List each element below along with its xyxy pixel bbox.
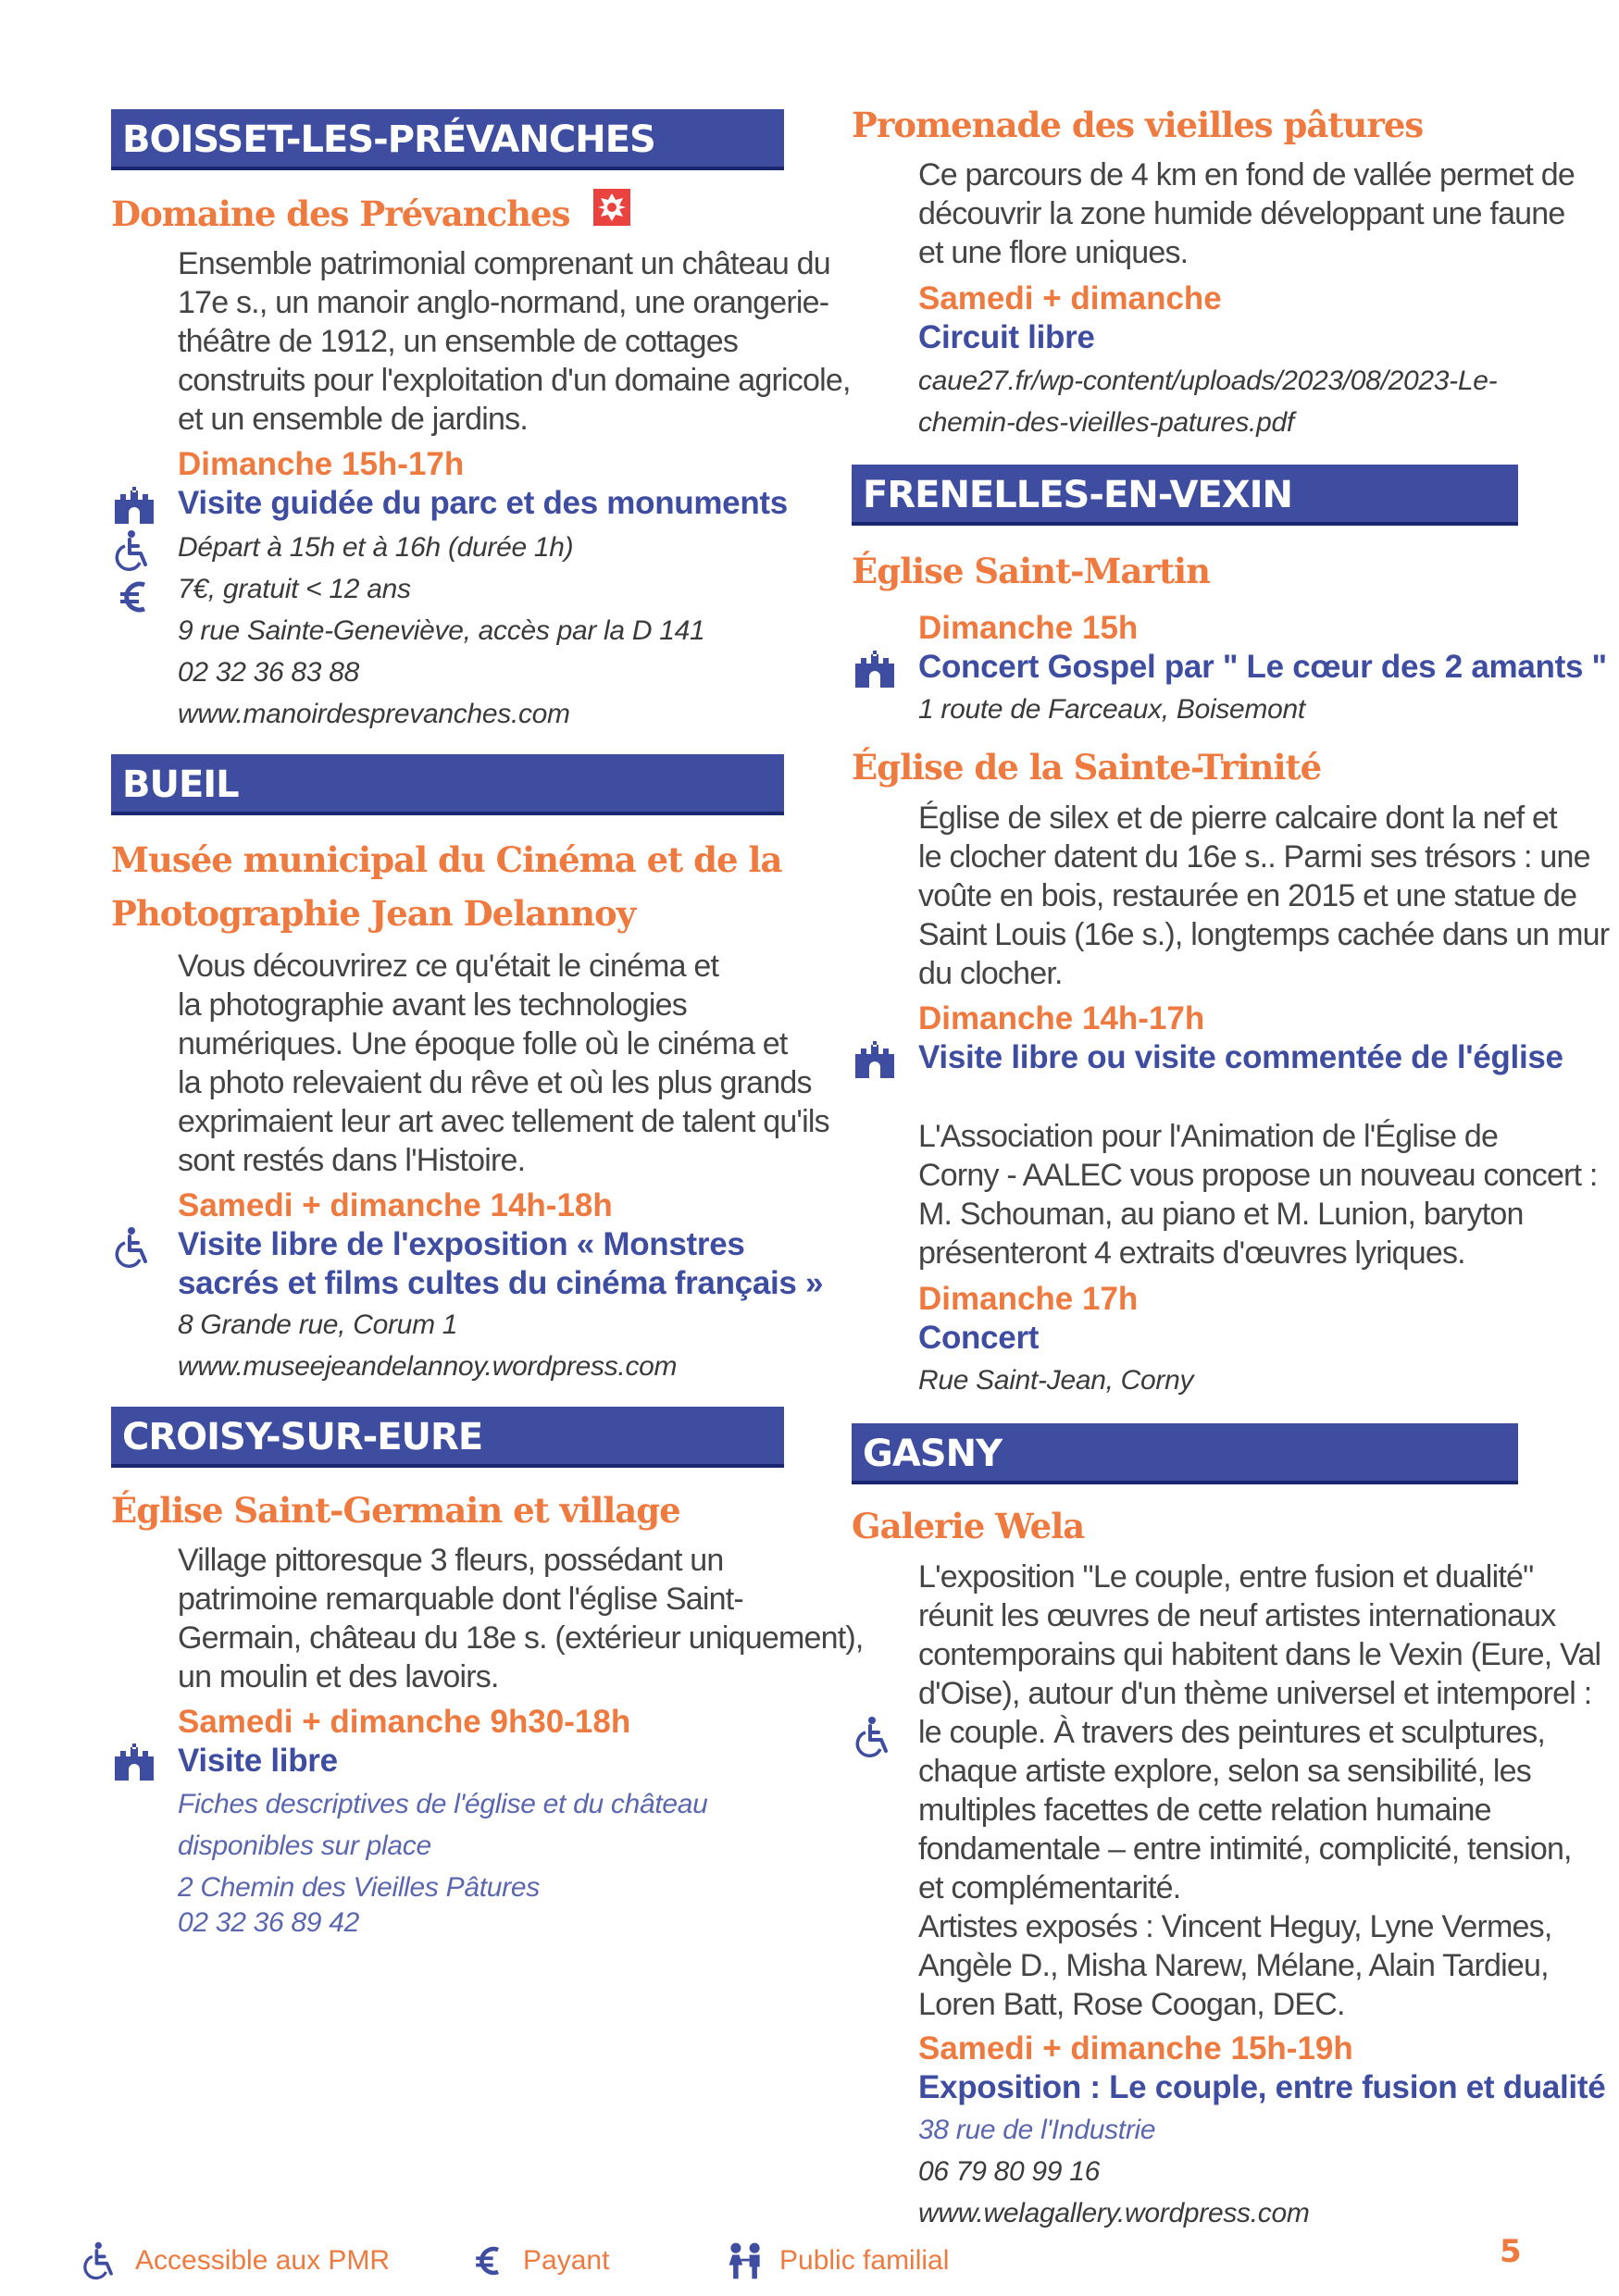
detail-documents-2: disponibles sur place — [178, 1831, 431, 1861]
site-title-musee-line-1: Musée municipal du Cinéma et de la — [111, 839, 782, 880]
description-line: découvrir la zone humide développant une faune — [918, 196, 1565, 231]
detail-address: 9 rue Sainte-Geneviève, accès par la D 141 — [178, 615, 705, 646]
detail-website[interactable]: www.museejeandelannoy.wordpress.com — [178, 1351, 678, 1382]
description-line: construits pour l'exploitation d'un domaine agricole, — [178, 363, 851, 398]
description-line: Vous découvrirez ce qu'était le cinéma et — [178, 949, 719, 984]
schedule-time: Samedi + dimanche 15h-19h — [918, 2030, 1353, 2066]
detail-price: 7€, gratuit < 12 ans — [178, 574, 411, 604]
schedule-time: Dimanche 15h-17h — [178, 446, 465, 482]
site-description — [178, 947, 829, 1180]
activity-title: Visite libre — [178, 1743, 338, 1779]
site-description — [918, 1558, 1600, 2024]
description-line: la photographie avant les technologies — [178, 987, 687, 1023]
legend-label: Payant — [523, 2245, 610, 2276]
site-description — [918, 799, 1609, 993]
legend-item-familial — [724, 2238, 949, 2284]
description-line: un moulin et des lavoirs. — [178, 1659, 499, 1694]
description-line: Loren Batt, Rose Coogan, DEC. — [918, 1987, 1345, 2022]
description-line: le couple. À travers des peintures et sculptures, — [918, 1715, 1546, 1750]
description-line: Germain, château du 18e s. (extérieur uniquement), — [178, 1620, 864, 1656]
site-title-eglise-sainte-trinite: Église de la Sainte-Trinité — [852, 747, 1322, 788]
town-header-frenelles: FRENELLES-EN-VEXIN — [852, 465, 1518, 526]
description-line: numériques. Une époque folle où le cinéma et — [178, 1026, 788, 1061]
description-line: chaque artiste explore, selon sa sensibilité, les — [918, 1754, 1531, 1789]
description-line: exprimaient leur art avec tellement de talent qu'ils — [178, 1104, 829, 1139]
description-line: Artistes exposés : Vincent Heguy, Lyne Vermes, — [918, 1909, 1552, 1944]
description-line: le clocher datent du 16e s.. Parmi ses trésors : une — [918, 839, 1590, 875]
concert-description — [918, 1117, 1598, 1272]
activity-title: Concert Gospel par " Le cœur des 2 amants " — [918, 649, 1607, 685]
schedule-time: Dimanche 15h — [918, 610, 1139, 646]
detail-address: 1 route de Farceaux, Boisemont — [918, 694, 1305, 725]
castle-icon — [111, 1738, 157, 1784]
detail-url-2[interactable]: chemin-des-vieilles-patures.pdf — [918, 407, 1294, 438]
schedule-time: Dimanche 14h-17h — [918, 1000, 1205, 1036]
castle-icon — [111, 481, 157, 527]
description-line: Église de silex et de pierre calcaire dont la nef et — [918, 800, 1557, 836]
site-title-eglise-saint-germain: Église Saint-Germain et village — [111, 1490, 680, 1531]
family-icon — [724, 2240, 766, 2282]
description-line: Village pittoresque 3 fleurs, possédant un — [178, 1543, 724, 1578]
wheelchair-icon — [852, 1714, 898, 1760]
description-line: M. Schouman, au piano et M. Lunion, baryton — [918, 1197, 1524, 1232]
town-header-bueil: BUEIL — [111, 754, 784, 815]
description-line: Ensemble patrimonial comprenant un château du — [178, 246, 830, 281]
description-line: et un ensemble de jardins. — [178, 402, 529, 437]
wheelchair-icon — [80, 2240, 122, 2282]
town-header-gasny: GASNY — [852, 1423, 1518, 1484]
activity-title: Concert — [918, 1320, 1040, 1356]
town-header-croisy: CROISY-SUR-EURE — [111, 1407, 784, 1468]
description-line: 17e s., un manoir anglo-normand, une orangerie- — [178, 285, 829, 320]
page-number: 5 — [1500, 2233, 1522, 2270]
site-title-musee-line-2: Photographie Jean Delannoy — [111, 893, 636, 934]
castle-icon — [852, 645, 898, 691]
description-line: du clocher. — [918, 956, 1063, 991]
site-title-text: Domaine des Prévanches — [111, 193, 570, 234]
legend-item-payant — [467, 2238, 609, 2284]
detail-phone: 02 32 36 89 42 — [178, 1907, 359, 1938]
detail-address: 8 Grande rue, Corum 1 — [178, 1309, 458, 1340]
description-line: présenteront 4 extraits d'œuvres lyriques. — [918, 1235, 1465, 1271]
monument-historique-badge-icon — [593, 187, 630, 241]
description-line: voûte en bois, restaurée en 2015 et une statue de — [918, 878, 1577, 913]
detail-address: 2 Chemin des Vieilles Pâtures — [178, 1872, 540, 1903]
description-line: contemporains qui habitent dans le Vexin (Eure, Val — [918, 1637, 1601, 1672]
wheelchair-icon — [111, 527, 157, 574]
description-line: d'Oise), autour d'un thème universel et intemporel : — [918, 1676, 1592, 1711]
schedule-time: Samedi + dimanche 9h30-18h — [178, 1704, 631, 1740]
description-line: Angèle D., Misha Narew, Mélane, Alain Tardieu, — [918, 1948, 1549, 1983]
wheelchair-icon — [111, 1224, 157, 1271]
site-title-promenade: Promenade des vieilles pâtures — [852, 105, 1424, 145]
detail-departure: Départ à 15h et à 16h (durée 1h) — [178, 532, 574, 563]
activity-title: Exposition : Le couple, entre fusion et dualité — [918, 2069, 1606, 2105]
site-description — [178, 244, 851, 439]
description-line: Corny - AALEC vous propose un nouveau concert : — [918, 1158, 1598, 1193]
activity-title: Visite guidée du parc et des monuments — [178, 485, 788, 521]
activity-title: Circuit libre — [918, 319, 1095, 355]
site-title-eglise-saint-martin: Église Saint-Martin — [852, 551, 1211, 591]
detail-address: 38 rue de l'Industrie — [918, 2115, 1156, 2145]
legend-label: Accessible aux PMR — [135, 2245, 391, 2276]
description-line: théâtre de 1912, un ensemble de cottages — [178, 324, 739, 359]
detail-documents: Fiches descriptives de l'église et du château — [178, 1789, 708, 1819]
site-title-domaine-des-prevanches — [111, 187, 630, 241]
legend-label: Public familial — [779, 2245, 950, 2276]
detail-phone: 02 32 36 83 88 — [178, 657, 359, 688]
site-description — [178, 1541, 864, 1696]
description-line: réunit les œuvres de neuf artistes internationaux — [918, 1598, 1556, 1633]
euro-icon — [467, 2240, 510, 2282]
detail-website[interactable]: www.welagallery.wordpress.com — [918, 2198, 1310, 2228]
schedule-time: Samedi + dimanche — [918, 280, 1222, 316]
castle-icon — [852, 1036, 898, 1082]
detail-website[interactable]: www.manoirdesprevanches.com — [178, 699, 570, 729]
description-line: sont restés dans l'Histoire. — [178, 1143, 526, 1178]
site-description — [918, 155, 1575, 272]
description-line: L'exposition "Le couple, entre fusion et dualité" — [918, 1559, 1534, 1595]
site-title-galerie-wela: Galerie Wela — [852, 1506, 1085, 1546]
description-line: L'Association pour l'Animation de l'Église de — [918, 1119, 1499, 1154]
detail-url-1[interactable]: caue27.fr/wp-content/uploads/2023/08/2023-Le- — [918, 366, 1498, 396]
activity-title: Visite libre ou visite commentée de l'église — [918, 1039, 1563, 1075]
activity-title-line-2: sacrés et films cultes du cinéma français » — [178, 1265, 824, 1301]
schedule-time: Samedi + dimanche 14h-18h — [178, 1187, 613, 1223]
description-line: Ce parcours de 4 km en fond de vallée permet de — [918, 157, 1575, 192]
description-line: multiples facettes de cette relation humaine — [918, 1793, 1491, 1828]
detail-address: Rue Saint-Jean, Corny — [918, 1365, 1194, 1396]
description-line: fondamentale – entre intimité, complicité, tension, — [918, 1831, 1572, 1867]
euro-icon — [111, 574, 157, 620]
description-line: et complémentarité. — [918, 1870, 1181, 1905]
legend-item-pmr — [80, 2238, 390, 2284]
schedule-time: Dimanche 17h — [918, 1281, 1139, 1317]
detail-phone: 06 79 80 99 16 — [918, 2156, 1100, 2187]
description-line: et une flore uniques. — [918, 235, 1189, 270]
description-line: patrimoine remarquable dont l'église Saint- — [178, 1582, 743, 1617]
description-line: la photo relevaient du rêve et où les plus grands — [178, 1065, 812, 1100]
town-header-boisset: BOISSET-LES-PRÉVANCHES — [111, 109, 784, 170]
activity-title-line-1: Visite libre de l'exposition « Monstres — [178, 1226, 745, 1262]
description-line: Saint Louis (16e s.), longtemps cachée dans un mur — [918, 917, 1610, 952]
